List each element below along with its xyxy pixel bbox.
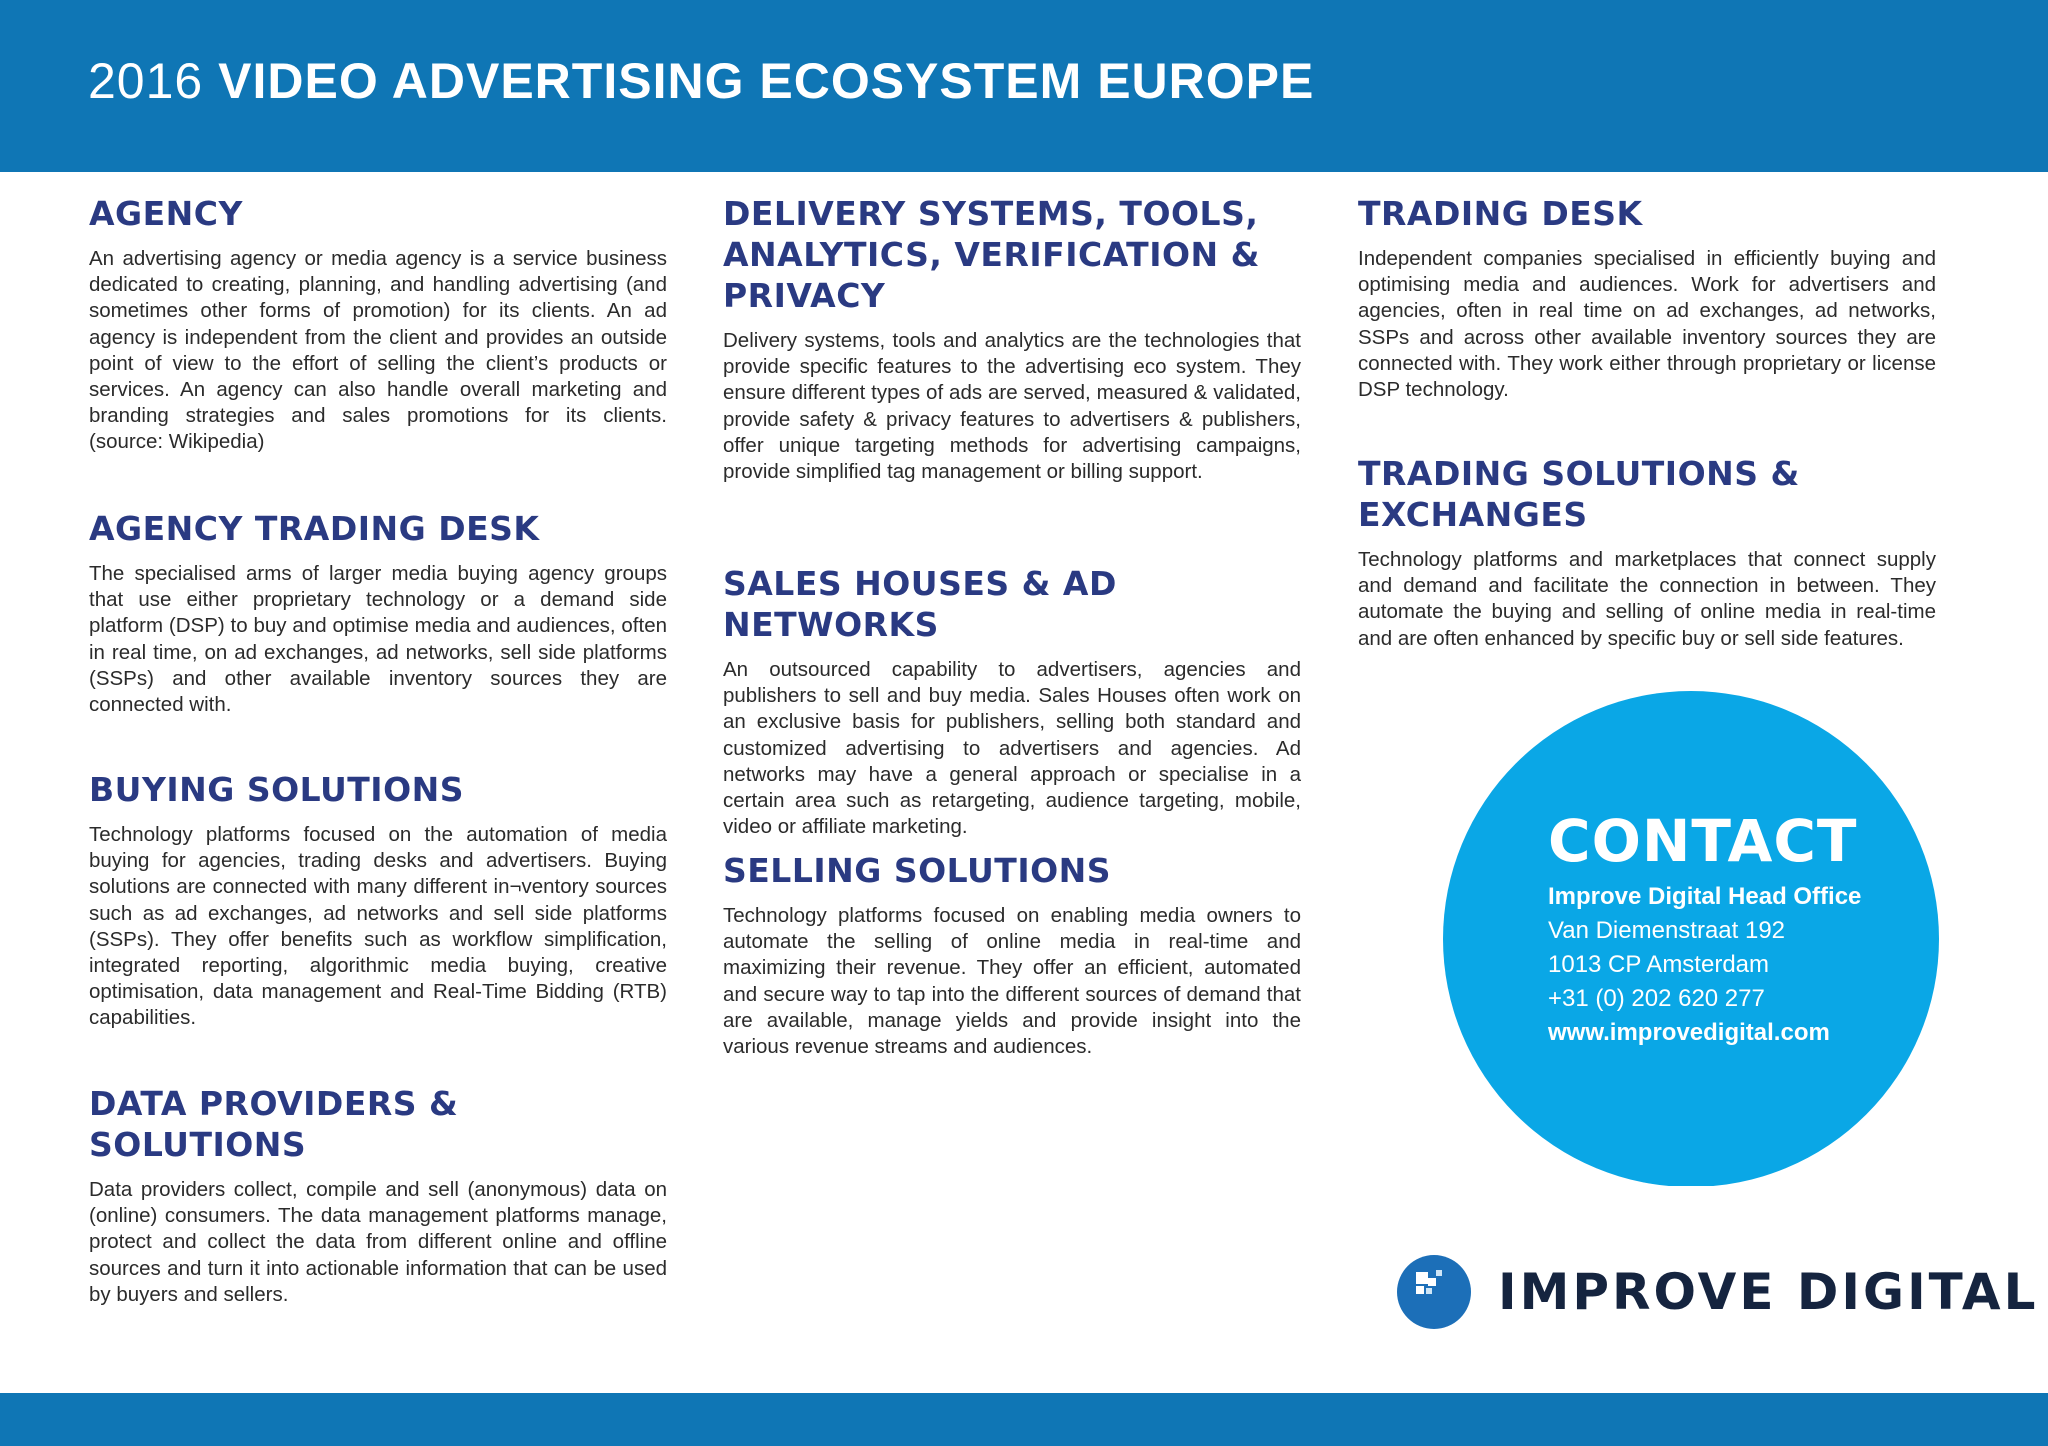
section-selling-solutions <box>723 850 1301 1060</box>
section-agency <box>89 193 667 456</box>
contact-details <box>1548 808 1908 1050</box>
title-year: 2016 <box>88 53 204 109</box>
section-heading: DELIVERY SYSTEMS, TOOLS, ANALYTICS, VERIFICATION & PRIVACY <box>723 194 1260 315</box>
contact-website-link[interactable]: www.improvedigital.com <box>1548 1019 1830 1046</box>
contact-phone[interactable]: +31 (0) 202 620 277 <box>1548 985 1765 1012</box>
section-body: Technology platforms focused on enabling media owners to automate the selling of online media in real-time and maximizing their revenue. They offer an efficient, automated and secure way to tap into the different sources of demand that are available, manage yields and provide insight into the various revenue streams and audiences. <box>723 904 1301 1059</box>
section-data-providers <box>89 1083 667 1308</box>
section-body: Data providers collect, compile and sell (anonymous) data on (online) consumers. The data management platforms manage, protect and collect the data from different online and offline sources and turn it into actionable information that can be used by buyers and sellers. <box>89 1178 667 1306</box>
page-title <box>88 52 1314 110</box>
contact-title: CONTACT <box>1548 807 1858 875</box>
section-body: Delivery systems, tools and analytics are the technologies that provide specific features to the advertising eco system. They ensure different types of ads are served, measured & validated, provide safety & privacy features to advertisers & publishers, offer unique targeting methods for advertising campaigns, provide simplified tag management or billing support. <box>723 329 1301 484</box>
section-buying-solutions <box>89 769 667 1032</box>
contact-city: 1013 CP Amsterdam <box>1548 951 1770 978</box>
section-heading: SALES HOUSES & AD NETWORKS <box>723 564 1117 644</box>
section-trading-solutions <box>1358 453 1936 652</box>
contact-office: Improve Digital Head Office <box>1548 883 1862 910</box>
section-heading: SELLING SOLUTIONS <box>723 851 1112 890</box>
section-agency-trading-desk <box>89 508 667 718</box>
section-body: An advertising agency or media agency is a service business dedicated to creating, planning, and handling advertising (and sometimes other forms of promotion) for its clients. An ad agency is independent from the client and provides an outside point of view to the effort of selling the client’s products or services. An agency can also handle overall marketing and branding strategies and sales promotions for its clients. (source: Wikipedia) <box>89 247 667 454</box>
improve-digital-logo <box>1396 1254 2039 1334</box>
section-heading: DATA PROVIDERS & SOLUTIONS <box>89 1084 459 1164</box>
section-delivery-systems <box>723 193 1301 485</box>
section-body: An outsourced capability to advertisers, agencies and publishers to sell and buy media. Sales Houses often work on an exclusive basis for publishers, selling both standard and customized advertising to advertisers and agencies. Ad networks may have a general approach or specialise in a certain area such as retargeting, audience targeting, mobile, video or affiliate marketing. <box>723 658 1301 839</box>
section-heading: BUYING SOLUTIONS <box>89 770 465 809</box>
section-heading: AGENCY TRADING DESK <box>89 509 540 548</box>
contact-street: Van Diemenstraat 192 <box>1548 917 1786 944</box>
section-body: Technology platforms and marketplaces that connect supply and demand and facilitate the connection in between. They automate the buying and selling of online media in real-time and are often enhanced by specific buy or sell side features. <box>1358 548 1936 650</box>
section-heading: TRADING SOLUTIONS & EXCHANGES <box>1358 454 1800 534</box>
section-body: The specialised arms of larger media buying agency groups that use either proprietary technology or a demand side platform (DSP) to buy and optimise media and audiences, often in real time, on ad exchanges, ad networks, sell side platforms (SSPs) and other available inventory sources they are connected with. <box>89 562 667 717</box>
section-heading: AGENCY <box>89 194 243 233</box>
section-trading-desk <box>1358 193 1936 403</box>
header-banner <box>0 0 2048 172</box>
section-sales-houses <box>723 563 1301 840</box>
logo-mark-icon <box>1396 1254 1476 1334</box>
section-heading: TRADING DESK <box>1358 194 1643 233</box>
title-text: VIDEO ADVERTISING ECOSYSTEM EUROPE <box>218 53 1315 109</box>
footer-bar <box>0 1393 2048 1446</box>
logo-text: IMPROVE DIGITAL <box>1498 1263 2039 1321</box>
section-body: Independent companies specialised in efficiently buying and optimising media and audiences. Work for advertisers and agencies, often in real time on ad exchanges, ad networks, SSPs and across other available inventory sources they are connected with. They work either through proprietary or license DSP technology. <box>1358 247 1936 402</box>
section-body: Technology platforms focused on the automation of media buying for agencies, trading desks and advertisers. Buying solutions are connected with many different in¬ventory sources such as ad exchanges, ad networks and sell side platforms (SSPs). They offer benefits such as workflow simplification, integrated reporting, algorithmic media buying, creative optimisation, data management and Real-Time Bidding (RTB) capabilities. <box>89 823 667 1030</box>
contact-bubble <box>1436 686 1946 1186</box>
